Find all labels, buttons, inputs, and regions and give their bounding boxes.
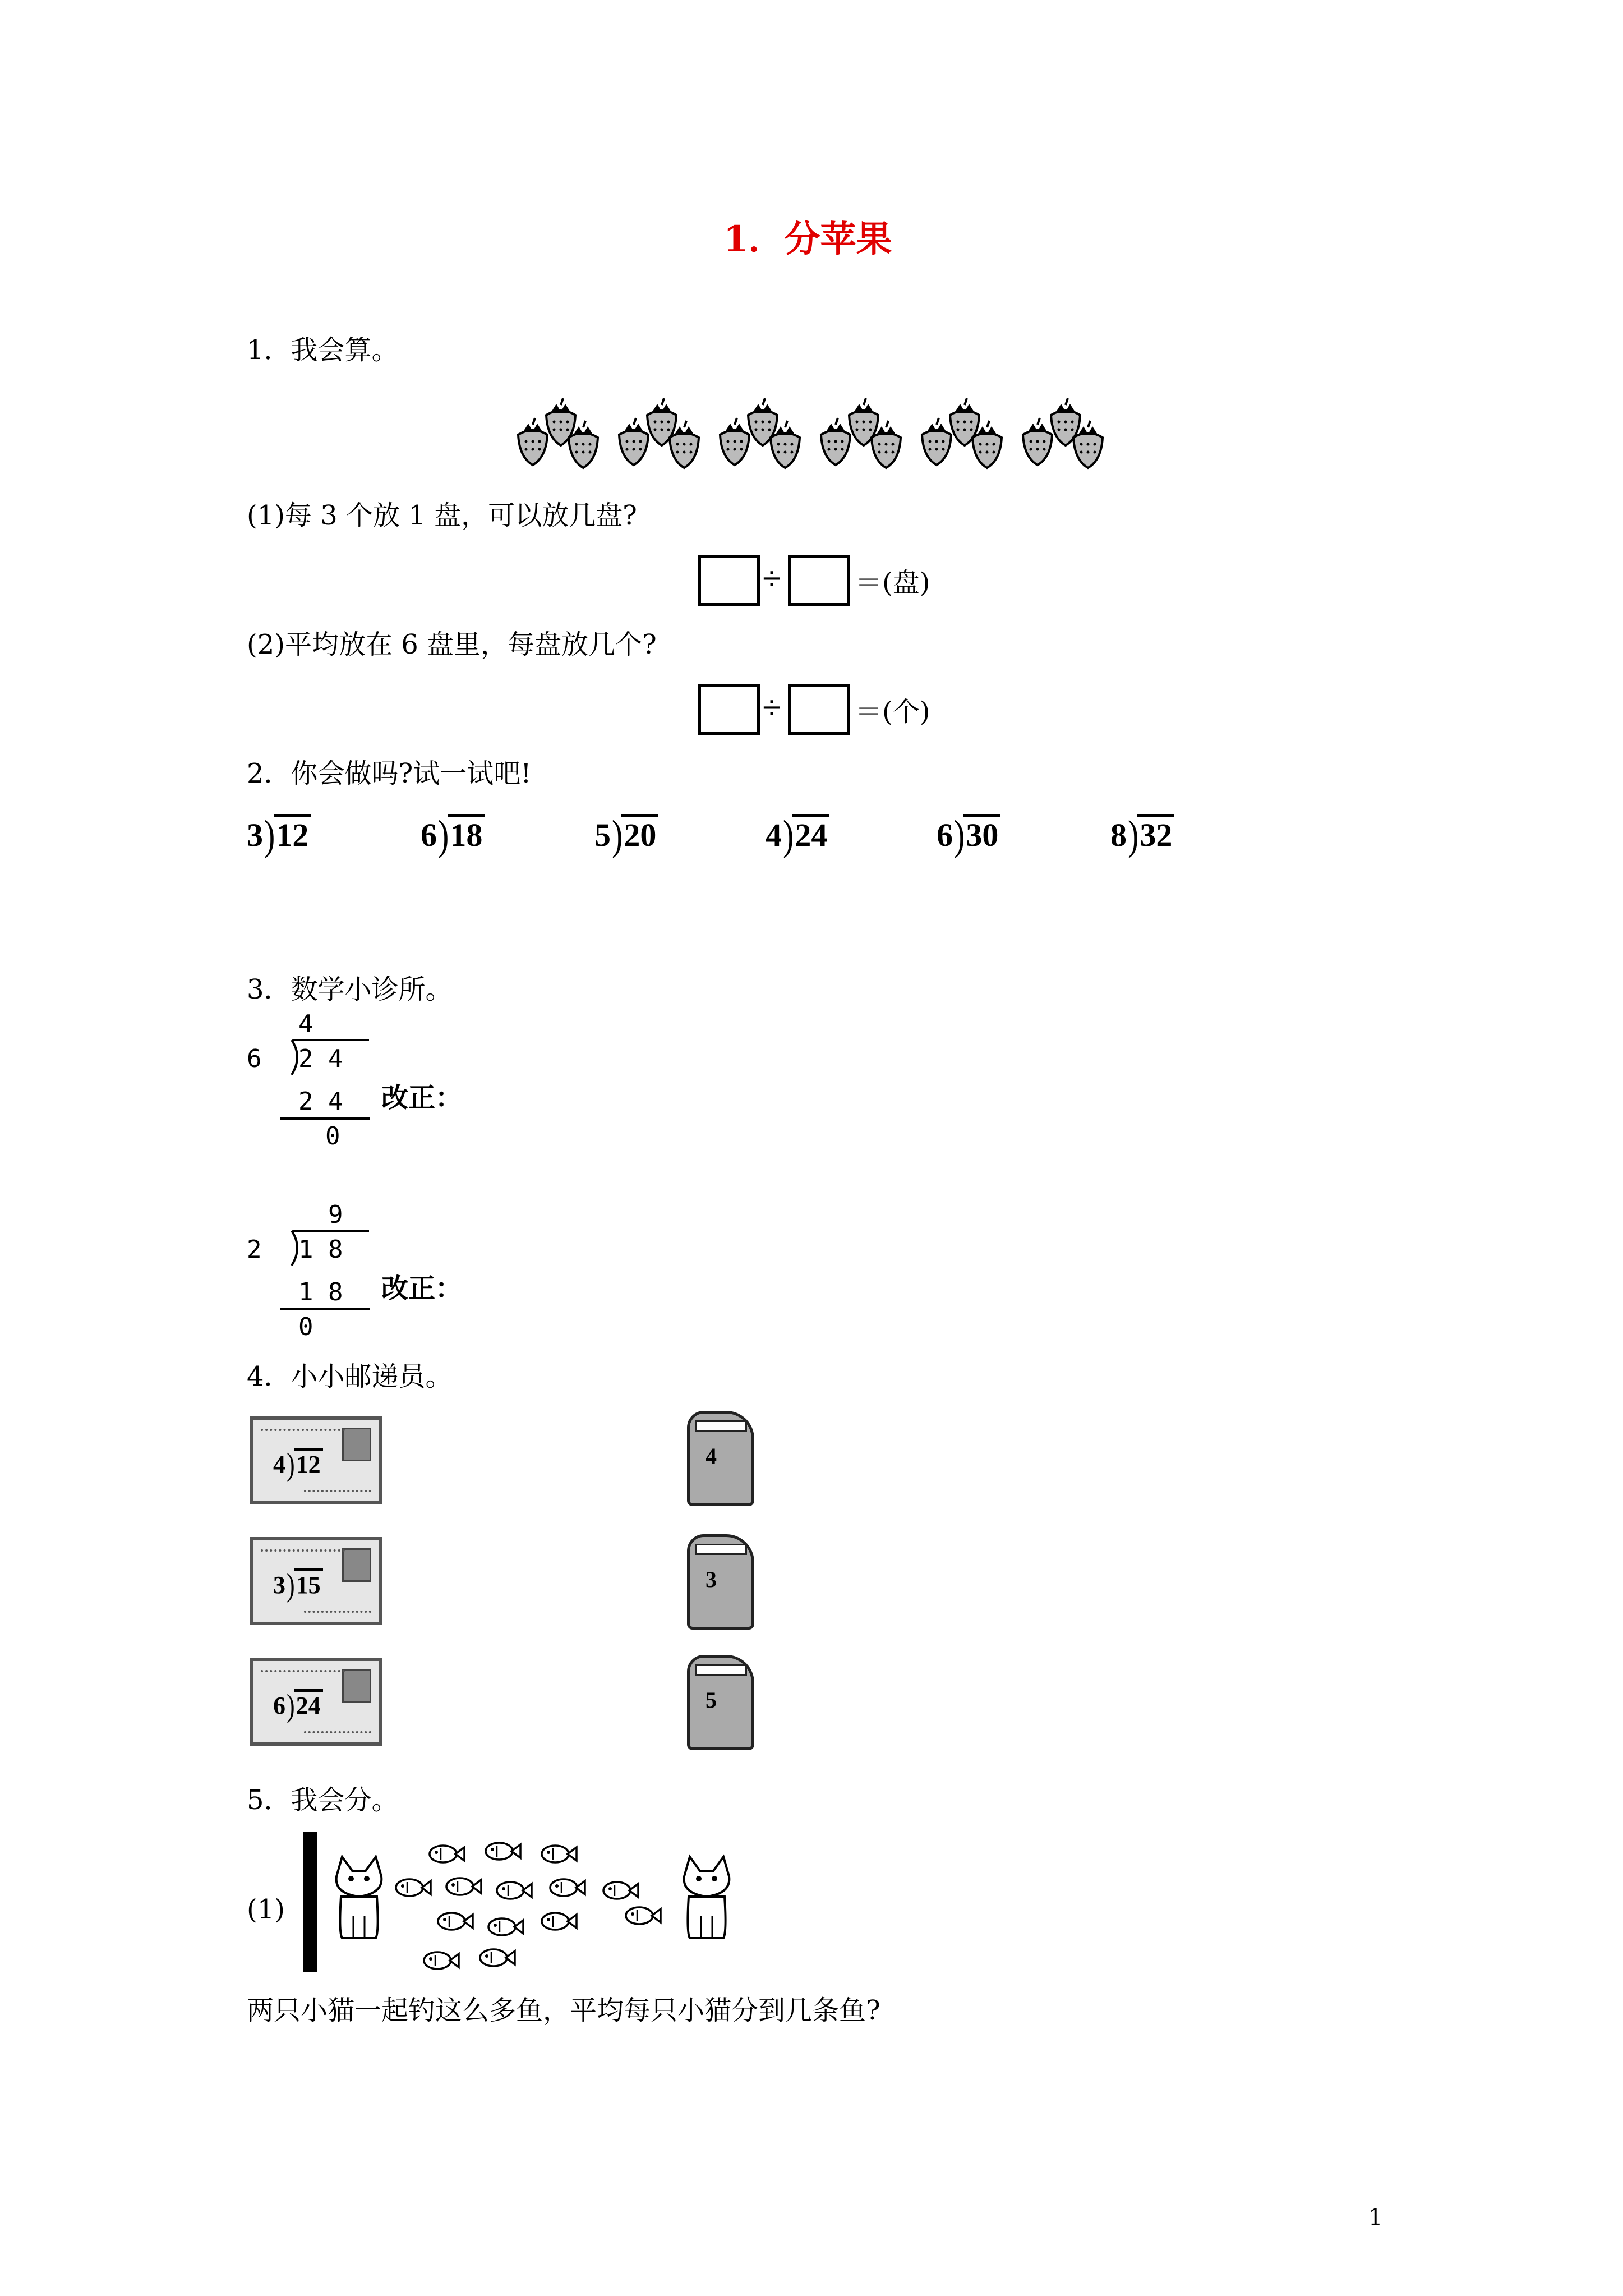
cat-icon xyxy=(336,1857,382,1938)
division-problem xyxy=(1110,811,1174,859)
dividend: 20 xyxy=(621,814,658,853)
dividend: 1 8 xyxy=(298,1235,343,1264)
divisor: 6 xyxy=(937,817,953,853)
mailbox-icon[interactable] xyxy=(687,1411,754,1506)
division-problem xyxy=(247,811,311,859)
envelope[interactable] xyxy=(250,1416,382,1504)
cat-icon xyxy=(684,1857,730,1938)
dividend: 15 xyxy=(294,1568,323,1599)
fish-icon xyxy=(396,1879,431,1896)
divide-sign: ÷ xyxy=(763,689,781,726)
fix-label: 改正： xyxy=(381,1082,463,1114)
answer-box[interactable] xyxy=(788,555,850,606)
strawberry-icon xyxy=(619,418,648,465)
division-bracket: ) xyxy=(783,811,794,859)
fish-icon xyxy=(446,1878,481,1895)
remainder: 0 xyxy=(298,1313,313,1341)
division-bracket: ) xyxy=(287,1446,295,1483)
dividend: 12 xyxy=(274,814,311,853)
product: 1 8 xyxy=(298,1278,343,1306)
q5-heading: 5．我会分。 xyxy=(247,1784,399,1816)
dividend: 12 xyxy=(294,1448,323,1478)
division-bracket: ) xyxy=(1128,811,1139,859)
unit-pieces: ＝(个) xyxy=(855,696,930,728)
dividend: 24 xyxy=(792,814,829,853)
divisor: 2 xyxy=(247,1235,262,1264)
envelope-division xyxy=(273,1687,323,1724)
mailbox-slot xyxy=(695,1420,747,1432)
division-bracket: ) xyxy=(612,811,623,859)
fish-icon xyxy=(497,1882,532,1899)
postcode-dots xyxy=(304,1484,371,1492)
postcode-dots xyxy=(261,1549,345,1557)
mailbox-number: 4 xyxy=(706,1443,717,1469)
unit-plates: ＝(盘) xyxy=(855,567,930,599)
page-title: 1．分苹果 xyxy=(723,218,892,260)
fish-icon xyxy=(542,1846,577,1862)
divisor: 6 xyxy=(273,1692,285,1719)
quotient: 9 xyxy=(328,1200,343,1229)
divisor: 8 xyxy=(1110,817,1127,853)
division-bracket: ) xyxy=(438,811,449,859)
stamp-icon xyxy=(342,1548,371,1582)
stamp-icon xyxy=(342,1428,371,1461)
cats-and-fish-illustration xyxy=(325,1837,751,1972)
postcode-dots xyxy=(304,1605,371,1613)
division-problem xyxy=(937,811,1000,859)
quotient: 4 xyxy=(298,1010,313,1038)
strawberry-icon xyxy=(518,418,547,465)
diagnosis-item xyxy=(247,1010,594,1156)
envelope-division xyxy=(273,1446,323,1483)
fish-icon xyxy=(486,1843,520,1860)
envelope-division xyxy=(273,1567,323,1603)
wall-bar xyxy=(303,1832,317,1972)
fish-icon xyxy=(626,1907,661,1924)
q4-heading: 4．小小邮递员。 xyxy=(247,1361,453,1392)
q1-sub2: (2)平均放在 6 盘里，每盘放几个? xyxy=(247,629,657,660)
product: 2 4 xyxy=(298,1087,343,1116)
strawberry-icon xyxy=(720,418,749,465)
strawberry-icon xyxy=(821,418,850,465)
answer-box[interactable] xyxy=(698,555,760,606)
divisor: 5 xyxy=(594,817,611,853)
mailbox-number: 5 xyxy=(706,1687,717,1713)
dividend: 32 xyxy=(1137,814,1174,853)
division-bracket: ) xyxy=(264,811,275,859)
mailbox-slot xyxy=(695,1664,747,1676)
division-problem xyxy=(766,811,829,859)
dividend: 24 xyxy=(294,1689,323,1719)
fish-icon xyxy=(542,1913,577,1930)
mailbox-number: 3 xyxy=(706,1567,717,1592)
answer-box[interactable] xyxy=(788,684,850,735)
mailbox-icon[interactable] xyxy=(687,1534,754,1630)
subtraction-line xyxy=(280,1117,370,1120)
q1-sub1: (1)每 3 个放 1 盘，可以放几盘? xyxy=(247,500,637,531)
mailbox-slot xyxy=(695,1544,747,1555)
divisor: 3 xyxy=(273,1571,285,1599)
fish-icon xyxy=(430,1846,464,1862)
divisor: 6 xyxy=(421,817,437,853)
divisor: 4 xyxy=(766,817,782,853)
fish-icon xyxy=(550,1879,585,1896)
divisor: 6 xyxy=(247,1045,262,1073)
q5-sub1-label: (1) xyxy=(247,1894,285,1925)
postcode-dots xyxy=(261,1670,345,1678)
divisor: 3 xyxy=(247,817,263,853)
fish-icon xyxy=(480,1949,515,1966)
division-bracket: ) xyxy=(954,811,965,859)
fish-icon xyxy=(488,1918,523,1935)
postcode-dots xyxy=(304,1726,371,1733)
mailbox-icon[interactable] xyxy=(687,1655,754,1750)
strawberries-illustration xyxy=(516,387,1122,477)
dividend: 30 xyxy=(963,814,1000,853)
strawberry-icon xyxy=(1023,418,1052,465)
fish-icon xyxy=(424,1952,459,1969)
subtraction-line xyxy=(280,1308,370,1310)
stamp-icon xyxy=(342,1669,371,1703)
q2-heading: 2．你会做吗?试一试吧! xyxy=(247,758,532,789)
dividend: 18 xyxy=(448,814,485,853)
diagnosis-item xyxy=(247,1200,594,1346)
strawberry-icon xyxy=(922,418,951,465)
divide-sign: ÷ xyxy=(763,560,781,597)
page-number: 1 xyxy=(1368,2205,1383,2230)
q5-question: 两只小猫一起钓这么多鱼，平均每只小猫分到几条鱼? xyxy=(247,1995,880,2026)
envelope[interactable] xyxy=(250,1537,382,1625)
postcode-dots xyxy=(261,1429,345,1437)
fish-icon xyxy=(438,1913,473,1930)
answer-box[interactable] xyxy=(698,684,760,735)
division-bracket: ) xyxy=(287,1687,295,1724)
remainder: 0 xyxy=(325,1122,340,1151)
division-problem xyxy=(421,811,485,859)
dividend: 2 4 xyxy=(298,1045,343,1073)
division-problem xyxy=(594,811,658,859)
fix-label: 改正： xyxy=(381,1273,463,1304)
envelope[interactable] xyxy=(250,1658,382,1746)
fish-icon xyxy=(603,1882,638,1899)
divisor: 4 xyxy=(273,1451,285,1478)
division-bracket: ) xyxy=(287,1567,295,1603)
q1-heading: 1．我会算。 xyxy=(247,334,399,366)
q3-heading: 3．数学小诊所。 xyxy=(247,974,453,1005)
